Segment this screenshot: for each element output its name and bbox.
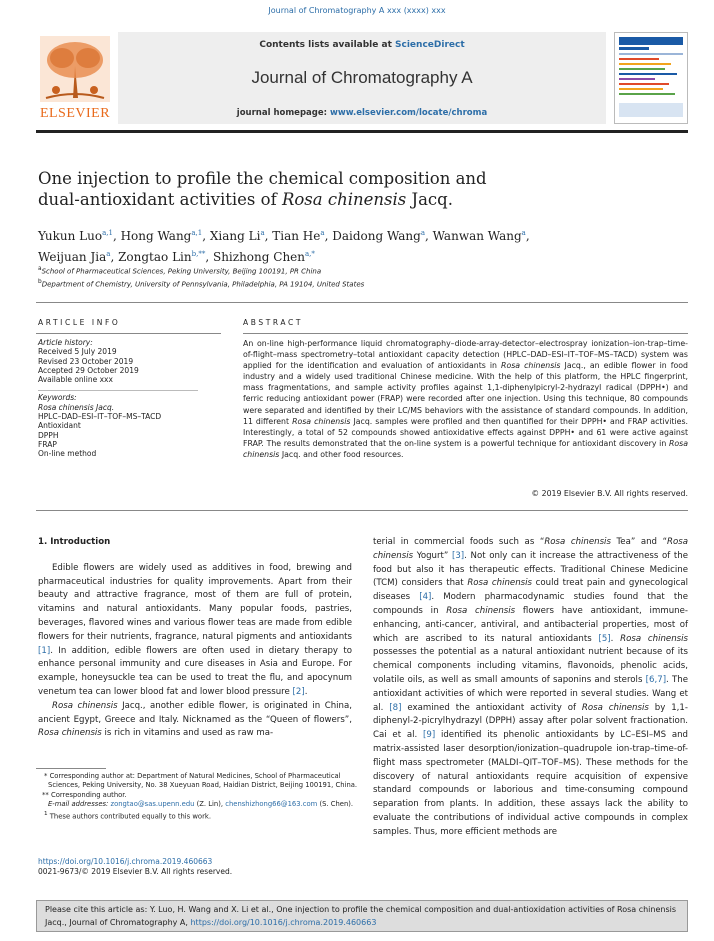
abstract-body: An on-line high-performance liquid chromatography–diode-array-detector–electrospray ionization–ion-trap–time-of-flight–mass spectrometry–total antioxidant capacity detection (HPLC–DAD–ESI–IT–TOF–MS–TACD) system was applied for the identification and evaluation of antioxidants in Rosa chinensis Jacq., an edible flower in food industry and a widely used traditional Chinese medicine. With the help of this platform, the HPLC fingerprint, mass fragmentations, and sample activity profiles against 1,1-diphenylpicryl-2-hydrazyl radical (DPPH•) and ferric reducing antioxidant power (FRAP) were recorded after one injection. Using this technique, 80 compounds were separated and identified by their LC/MS behaviors with the assistance of standard compounds. In addition, 11 different Rosa chinensis Jacq. samples were profiled and then quantified for their DPPH• and FRAP activities. Interestingly, a total of 52 compounds showed antioxidative effects against DPPH• and 61 were active against FRAP. The results demonstrated that the on-line system is a powerful technique for antioxidant discovery in Rosa chinensis Jacq. and other food resources. [243,339,689,459]
ref-link[interactable]: [5] [598,633,611,644]
footnote: $^1$ These authors contributed equally to this work. [44,811,211,821]
right-column [373,536,688,840]
doi-block [38,857,232,877]
ref-link[interactable]: [8] [389,702,402,713]
citation-box [36,900,688,932]
section-heading: 1. Introduction [38,537,111,547]
title-line-2-end: Jacq. [406,190,453,209]
title-line-1: One injection to profile the chemical composition and [38,169,487,188]
doi-link[interactable]: https://doi.org/10.1016/j.chroma.2019.460663 [38,857,213,866]
homepage-line [118,108,606,118]
paragraph: Rosa chinensis Jacq., another edible flower, is originated in China, ancient Egypt, Greece and Italy. Nicknamed as the “Queen of flowers”, Rosa chinensis is rich in vitamins and used as raw ma- [38,700,352,739]
article-title [38,168,638,210]
elsevier-logo [36,36,114,122]
abstract-heading: ABSTRACT [243,318,304,327]
article-info-heading: ARTICLE INFO [38,318,121,327]
paragraph: Edible flowers are widely used as additives in food, brewing and pharmaceutical industries for quality improvements. Apart from their beauty and attractive fragrance, most of them are full of protein, vitamins and natural antioxidants. Many popular foods, pastries, beverages, flavored wines and various flower teas are made from edible flowers for their nutrients, fragrance, natural pigments and antioxidants [1]. In addition, edible flowers are often used in dietary therapy to enhance personal immunity and cure diseases in Asia and Europe. For example, honeysuckle tea can be used to treat the flu, and apocynum venetum tea can lower blood fat and lower blood pressure [2]. [38,562,352,697]
title-line-2 [38,189,638,210]
affiliation: $^a$School of Pharmaceutical Sciences, Peking University, Beijing 100191, PR China [38,266,322,276]
author[interactable]: Daidong Wang$^a$ [332,229,425,243]
sciencedirect-link[interactable]: ScienceDirect [395,40,465,50]
ref-link[interactable]: [6,7] [645,674,667,685]
homepage-link[interactable]: www.elsevier.com/locate/chroma [330,108,488,118]
paragraph: terial in commercial foods such as “Rosa chinensis Tea” and “Rosa chinensis Yogurt” [3]. Not only can it increase the attractiveness of the food but also it has therapeutic effects. Traditional Chinese Medicine (TCM) considers that Rosa chinensis could treat pain and gynecological diseases [4]. Modern pharmacodynamic studies found that the compounds in Rosa chinensis flowers have antioxidant, immune-enhancing, anti-cancer, antiviral, and antibacterial properties, most of which are ascribed to its natural antioxidants [5]. Rosa chinensis possesses the potential as a natural antioxidant nutrient because of its chemical components including vitamins, flavonoids, phenolic acids, volatile oils, as well as small amounts of saponins and sterols [6,7]. The antioxidant activities of which were reported in several studies. Wang et al. [8] examined the antioxidant activity of Rosa chinensis by 1,1-diphenyl-2-picrylhydrazyl (DPPH) assay after polar solvent fractionation. Cai et al. [9] identified its phenolic antioxidants by LC–ESI–MS and matrix-assisted laser desorption/ionization–quadrupole ion-trap–time-of-flight mass spectrometer (MALDI–QIT–TOF–MS). These methods for the discovery of natural antioxidants require acquisition of expensive standard compounds or laborious and time-consuming compound separation from plants. In addition, these assays lack the ability to evaluate the contributions of individual active compounds in complex samples. Thus, more efficient methods are [373,537,689,837]
email-link[interactable]: zongtao@sas.upenn.edu [110,800,195,808]
ref-link[interactable]: [1] [38,645,51,656]
citation-text: Please cite this article as: Y. Luo, H. Wang and X. Li et al., One injection to profile the chemical composition and dual-antioxidation activities of Rosa chinensis Jacq., Journal of Chromatography A, [45,905,677,927]
affiliations [38,264,678,291]
divider [36,302,688,303]
divider [243,333,688,334]
ref-link[interactable]: [4] [419,592,432,603]
journal-cover-thumbnail [614,32,688,124]
homepage-prefix: journal homepage: [236,108,328,118]
running-header: Journal of Chromatography A xxx (xxxx) xxx [268,6,446,15]
contents-line [118,40,606,50]
affiliation: $^b$Department of Chemistry, University of Pennsylvania, Philadelphia, PA 19104, United States [38,279,365,289]
history-label: Article history: [38,338,93,347]
author-list: Yukun Luo$^{a,1}$, Hong Wang$^{a,1}$, Xiang Li$^a$, Tian He$^a$, Daidong Wang$^a$, Wanwan Wang$^a$, Weijuan Jia$^a$, Zongtao Lin$^{b,**}$, Shizhong Chen$^{a,*}$ [38,229,530,264]
keyword: HPLC–DAD–ESI–IT–TOF–MS–TACD [38,412,162,422]
title-line-2-start: dual-antioxidant activities of [38,190,282,209]
author[interactable]: Wanwan Wang$^a$ [432,229,526,243]
ref-link[interactable]: [9] [423,730,436,741]
divider [36,510,688,511]
keyword: Rosa chinensis Jacq. [38,402,115,412]
left-column [38,536,352,741]
divider [36,333,221,334]
author[interactable]: Weijuan Jia$^a$ [38,250,111,264]
footnote: ** Corresponding author. [42,791,127,799]
keyword: On-line method [38,449,97,459]
email-link[interactable]: chenshizhong66@163.com [225,800,318,808]
keyword: Antioxidant [38,421,81,431]
history-item: Received 5 July 2019 [38,347,117,357]
history-item: Accepted 29 October 2019 [38,365,139,375]
footnote: * Corresponding author at: Department of Natural Medicines, School of Pharmaceutical Sciences, Peking University, No. 38 Xueyuan Road, Haidian District, Beijing 100191, China. [44,772,358,789]
header-rule [36,130,688,133]
ref-link[interactable]: [2] [292,686,305,697]
history-item: Available online xxx [38,375,113,385]
ref-link[interactable]: [3] [451,550,465,561]
copyright: © 2019 Elsevier B.V. All rights reserved. [531,489,688,498]
footnote-rule [36,768,106,769]
keywords-label: Keywords: [38,393,77,403]
author[interactable]: Xiang Li$^a$ [209,229,265,243]
footnote-emails: E-mail addresses: zongtao@sas.upenn.edu (Z. Lin), chenshizhong66@163.com (S. Chen). [48,800,354,808]
citation-doi-link[interactable]: https://doi.org/10.1016/j.chroma.2019.460663 [190,917,377,927]
author[interactable]: Shizhong Chen$^{a,*}$ [212,250,315,264]
footnotes [38,772,358,821]
author[interactable]: Tian He$^a$ [272,229,325,243]
history-item: Revised 23 October 2019 [38,356,134,366]
keyword: DPPH [38,430,59,440]
issn-line: 0021-9673/© 2019 Elsevier B.V. All rights reserved. [38,867,233,876]
author[interactable]: Hong Wang$^{a,1}$ [120,229,203,243]
author[interactable]: Zongtao Lin$^{b,**}$ [118,250,206,264]
author[interactable]: Yukun Luo$^{a,1}$ [38,229,113,243]
journal-banner [118,32,606,124]
contents-prefix: Contents lists available at [259,40,392,50]
publisher-name: ELSEVIER [39,106,111,121]
elsevier-tree-icon [40,36,110,102]
keyword: FRAP [38,439,57,449]
article-info [38,338,223,459]
journal-title: Journal of Chromatography A [251,68,473,87]
title-species: Rosa chinensis [281,190,407,209]
